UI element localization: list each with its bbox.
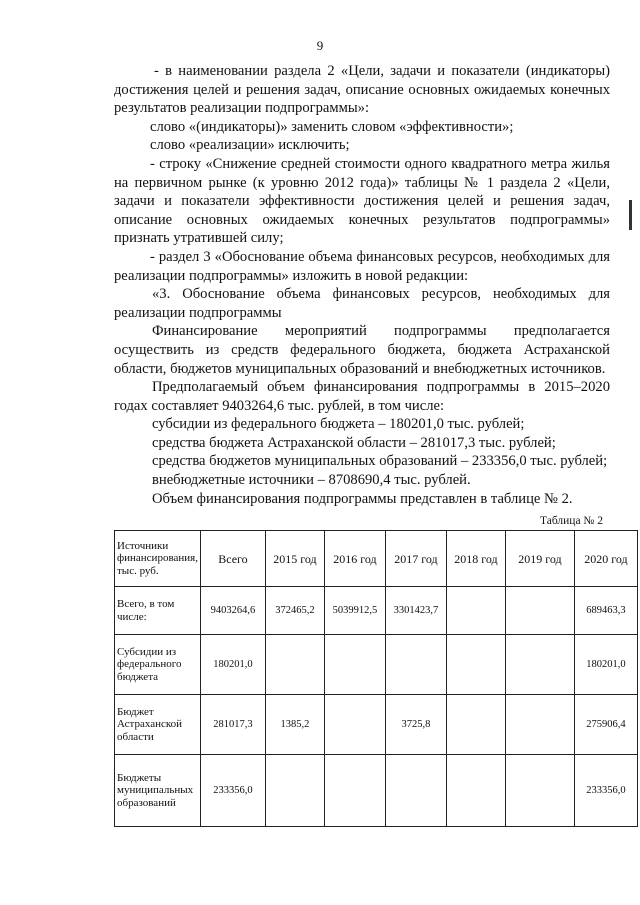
cell-2019	[505, 587, 574, 635]
paragraph-exclude-word: слово «реализации» исключить;	[150, 137, 350, 154]
scan-edge-mark	[629, 200, 632, 230]
paragraph-table-ref: Объем финансирования подпрограммы представлен в таблице № 2.	[152, 490, 573, 507]
cell-2015: 1385,2	[265, 695, 324, 755]
paragraph-municipal: средства бюджетов муниципальных образований – 233356,0 тыс. рублей;	[152, 453, 608, 470]
paragraph-extrabudget: внебюджетные источники – 8708690,4 тыс. рублей.	[152, 472, 471, 489]
cell-2018	[446, 695, 505, 755]
cell-2016	[324, 755, 385, 827]
paragraph-replace-word: слово «(индикаторы)» заменить словом «эффективности»;	[150, 118, 514, 135]
header-2018: 2018 год	[446, 531, 505, 587]
row-source: Субсидии из федерального бюджета	[115, 635, 201, 695]
cell-2017: 3301423,7	[385, 587, 446, 635]
paragraph-total-volume: Предполагаемый объем финансирования подпрограммы в 2015–2020 годах составляет 9403264,6 тыс. рублей, в том числе:	[114, 379, 610, 414]
table-row	[115, 695, 638, 755]
cell-total: 180201,0	[200, 635, 265, 695]
cell-2015	[265, 635, 324, 695]
header-2017: 2017 год	[385, 531, 446, 587]
cell-2018	[446, 587, 505, 635]
cell-total: 281017,3	[200, 695, 265, 755]
header-source: Источники финансирования, тыс. руб.	[115, 531, 201, 587]
cell-total: 9403264,6	[200, 587, 265, 635]
paragraph-federal: субсидии из федерального бюджета – 180201,0 тыс. рублей;	[152, 416, 525, 433]
row-source: Бюджет Астраханской области	[115, 695, 201, 755]
header-total: Всего	[200, 531, 265, 587]
body-text	[114, 62, 610, 508]
cell-2020: 180201,0	[574, 635, 637, 695]
cell-2019	[505, 755, 574, 827]
paragraph-section3-title: «3. Обоснование объема финансовых ресурсов, необходимых для реализации подпрограммы	[114, 286, 610, 321]
page-number: 9	[316, 38, 324, 53]
cell-2017	[385, 635, 446, 695]
cell-2018	[446, 635, 505, 695]
table-caption: Таблица № 2	[540, 515, 604, 527]
table-row	[115, 587, 638, 635]
cell-2015: 372465,2	[265, 587, 324, 635]
cell-2015	[265, 755, 324, 827]
cell-2020: 233356,0	[574, 755, 637, 827]
header-2019: 2019 год	[505, 531, 574, 587]
cell-2016	[324, 635, 385, 695]
cell-2019	[505, 695, 574, 755]
paragraph-financing: Финансирование мероприятий подпрограммы предполагается осуществить из средств федерального бюджета, бюджета Астраханской области, бюджетов муниципальных образований и внебюджетных источников.	[114, 323, 610, 377]
table-row	[115, 635, 638, 695]
row-source: Бюджеты муниципальных образований	[115, 755, 201, 827]
paragraph-regional: средства бюджета Астраханской области – 281017,3 тыс. рублей;	[152, 434, 556, 451]
paragraph-section2-name: - в наименовании раздела 2 «Цели, задачи и показатели (индикаторы) достижения целей и решения задач, описание основных ожидаемых конечных результатов реализации подпрограммы»:	[114, 63, 610, 117]
cell-2020: 689463,3	[574, 587, 637, 635]
cell-2016	[324, 695, 385, 755]
financing-table	[114, 530, 638, 827]
paragraph-section3-new: - раздел 3 «Обоснование объема финансовых ресурсов, необходимых для реализации подпрограммы» изложить в новой редакции:	[114, 248, 610, 284]
header-2016: 2016 год	[324, 531, 385, 587]
paragraph-row-invalid: - строку «Снижение средней стоимости одного квадратного метра жилья на первичном рынке (к уровню 2012 года)» таблицы № 1 раздела 2 «Цели, задачи и показатели эффективности достижения целей и решения задач, описание основных ожидаемых конечных результатов подпрограммы» признать утратившей силу;	[114, 155, 610, 247]
row-source: Всего, в том числе:	[115, 587, 201, 635]
cell-2017: 3725,8	[385, 695, 446, 755]
cell-2019	[505, 635, 574, 695]
cell-total: 233356,0	[200, 755, 265, 827]
cell-2018	[446, 755, 505, 827]
table-row	[115, 755, 638, 827]
header-2020: 2020 год	[574, 531, 637, 587]
cell-2017	[385, 755, 446, 827]
header-2015: 2015 год	[265, 531, 324, 587]
table-header-row	[115, 531, 638, 587]
cell-2016: 5039912,5	[324, 587, 385, 635]
cell-2020: 275906,4	[574, 695, 637, 755]
